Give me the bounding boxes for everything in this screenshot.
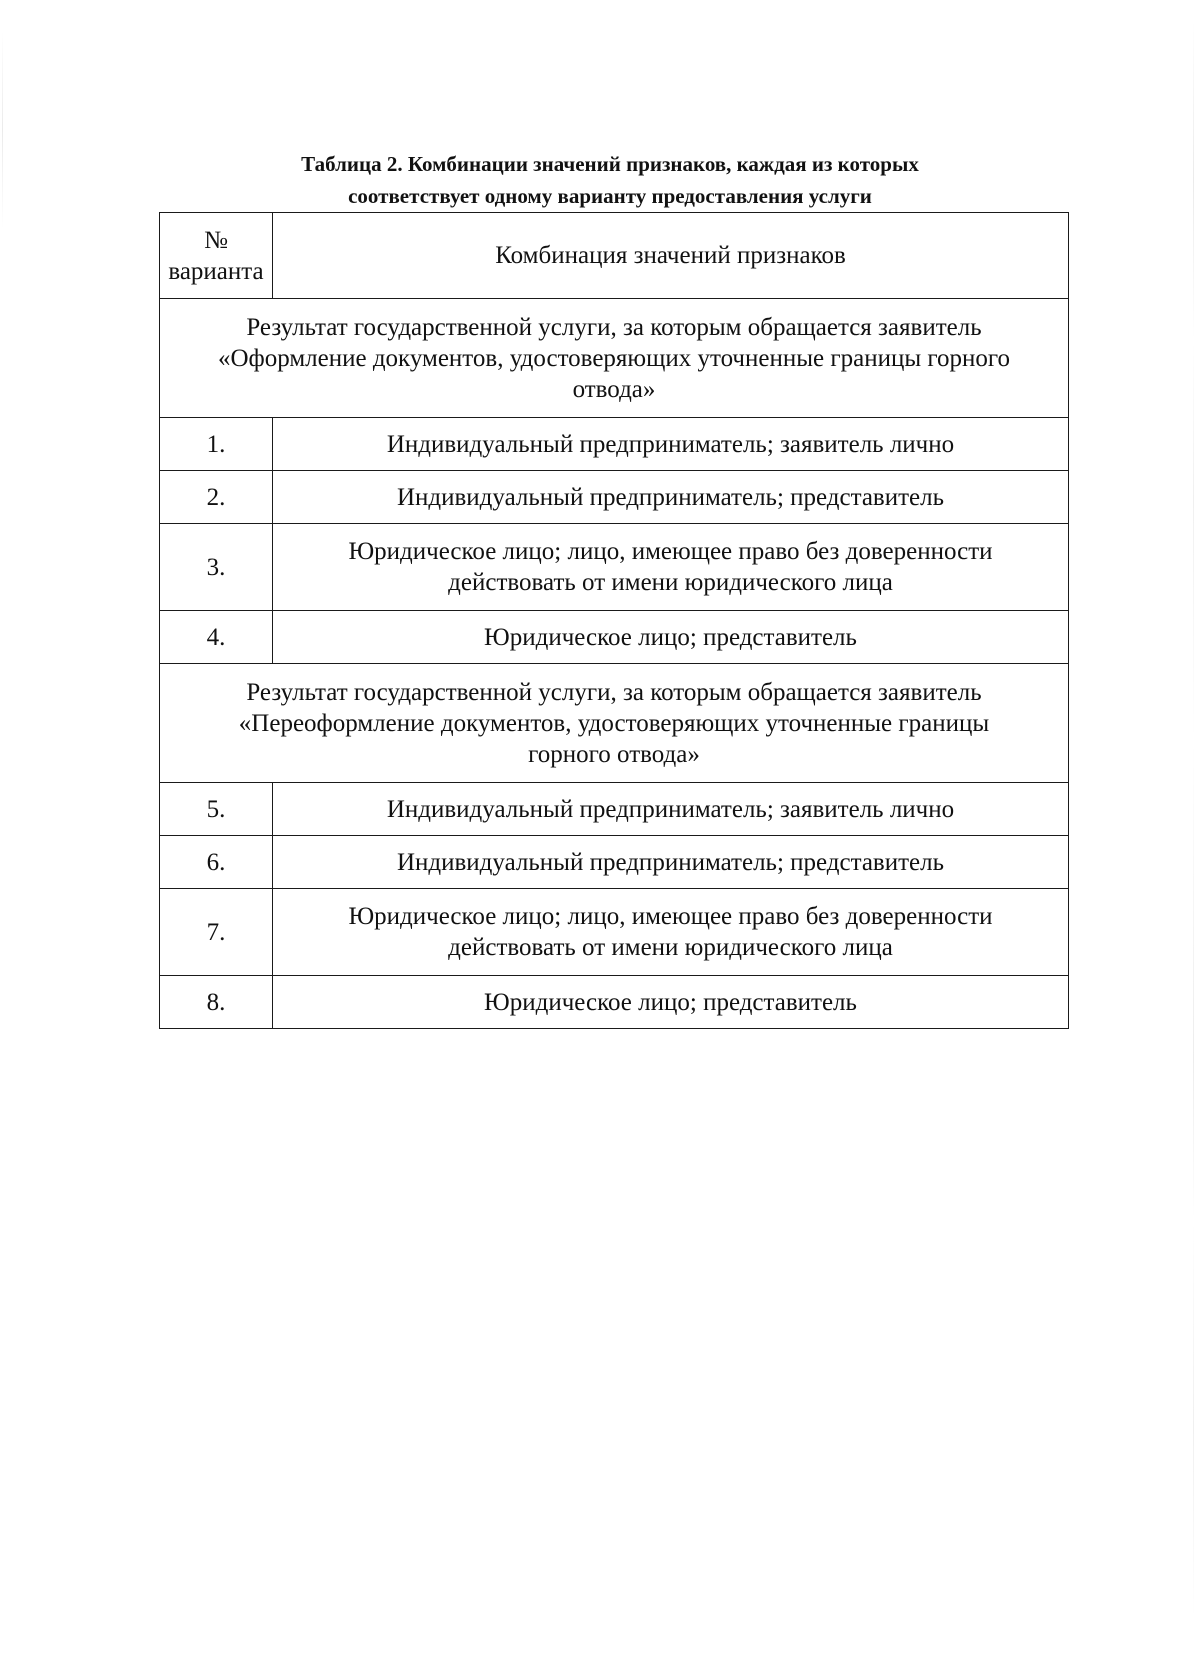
caption-line-1: Таблица 2. Комбинации значений признаков, каждая из которых — [301, 152, 919, 176]
variant-combination: Индивидуальный предприниматель; представитель — [273, 836, 1069, 889]
group-title — [160, 299, 1069, 418]
group-title-line: Результат государственной услуги, за которым обращается заявитель — [246, 678, 982, 706]
variant-combination — [273, 524, 1069, 611]
variant-number: 5. — [160, 783, 273, 836]
group-title-row — [160, 299, 1069, 418]
variant-combination: Юридическое лицо; представитель — [273, 611, 1069, 664]
group-title-line: «Переоформление документов, удостоверяющих уточненные границы — [238, 709, 990, 737]
variants-table — [159, 212, 1069, 1029]
table-row — [160, 611, 1069, 664]
variant-number: 7. — [160, 889, 273, 976]
variant-number: 2. — [160, 471, 273, 524]
header-variant-number — [160, 213, 273, 299]
combination-line: действовать от имени юридического лица — [448, 934, 893, 961]
combination-line: Юридическое лицо; лицо, имеющее право без доверенности — [348, 538, 993, 565]
combination-line: действовать от имени юридического лица — [448, 569, 893, 596]
table-caption — [160, 148, 1060, 212]
caption-line-2: соответствует одному варианту предоставления услуги — [348, 184, 872, 208]
group-title-line: отвода» — [572, 375, 656, 403]
group-title-line: Результат государственной услуги, за которым обращается заявитель — [246, 313, 982, 341]
table-row — [160, 783, 1069, 836]
group-title-row — [160, 664, 1069, 783]
combination-line: Юридическое лицо; лицо, имеющее право без доверенности — [348, 903, 993, 930]
header-num-symbol: № — [204, 226, 228, 254]
variant-number: 4. — [160, 611, 273, 664]
group-title-line: горного отвода» — [528, 740, 700, 768]
variant-number: 3. — [160, 524, 273, 611]
header-num-word: варианта — [168, 257, 264, 285]
table-header-row — [160, 213, 1069, 299]
variant-number: 6. — [160, 836, 273, 889]
variant-combination: Индивидуальный предприниматель; заявитель лично — [273, 783, 1069, 836]
variant-combination: Юридическое лицо; представитель — [273, 976, 1069, 1029]
header-combination: Комбинация значений признаков — [273, 213, 1069, 299]
table-row — [160, 976, 1069, 1029]
variant-combination — [273, 889, 1069, 976]
group-title-line: «Оформление документов, удостоверяющих уточненные границы горного — [217, 344, 1011, 372]
table-row — [160, 418, 1069, 471]
scan-edge-mark — [1193, 20, 1194, 1620]
table-row — [160, 836, 1069, 889]
group-title — [160, 664, 1069, 783]
variant-combination: Индивидуальный предприниматель; представитель — [273, 471, 1069, 524]
variant-number: 8. — [160, 976, 273, 1029]
variant-number: 1. — [160, 418, 273, 471]
table-row — [160, 889, 1069, 976]
scan-edge-mark-left — [2, 30, 3, 230]
variant-combination: Индивидуальный предприниматель; заявитель лично — [273, 418, 1069, 471]
table-row — [160, 524, 1069, 611]
table-row — [160, 471, 1069, 524]
